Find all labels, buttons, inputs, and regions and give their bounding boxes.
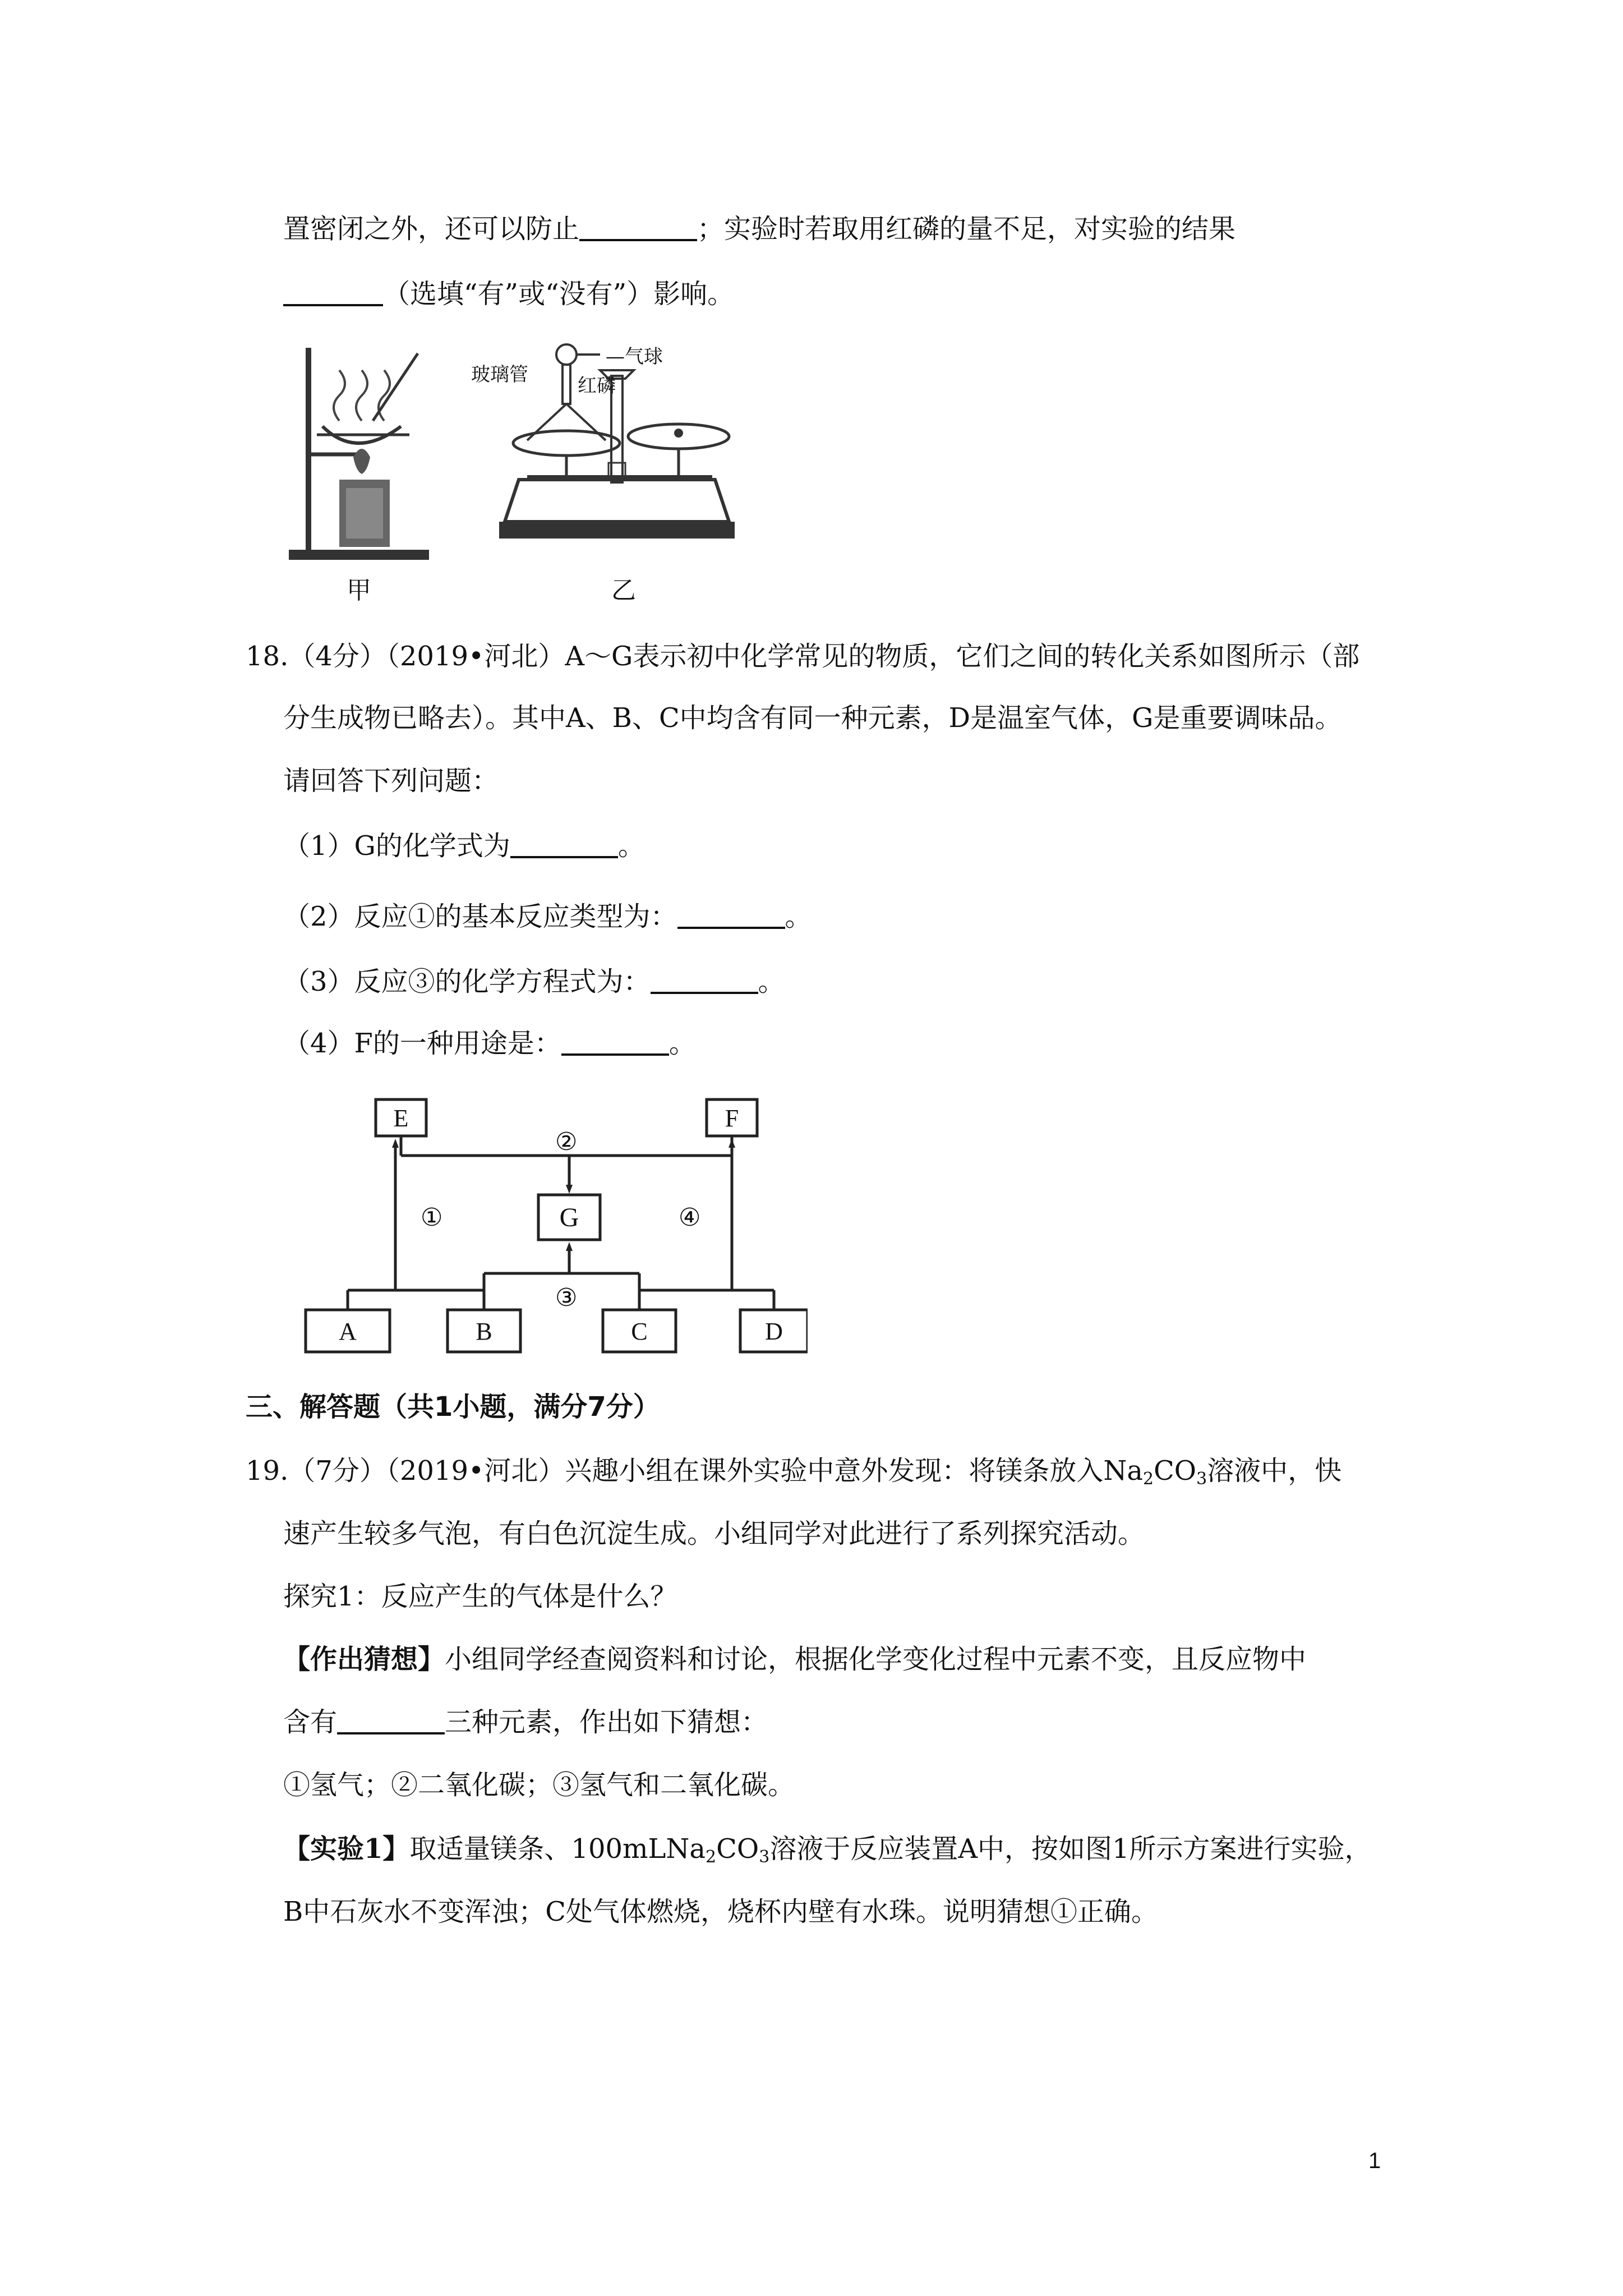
reaction-1-label: ① <box>421 1204 443 1231</box>
q19-line2: 速产生较多气泡，有白色沉淀生成。小组同学对此进行了系列探究活动。 <box>283 1518 1145 1549</box>
q17-text: ；实验时若取用红磷的量不足，对实验的结果 <box>697 213 1236 245</box>
node-F: F <box>725 1105 739 1132</box>
node-C: C <box>631 1318 648 1345</box>
node-A: A <box>339 1318 357 1345</box>
q17-line2 <box>283 277 734 311</box>
q18-line2: 分生成物已略去）。其中A、B、C中均含有同一种元素，D是温室气体，G是重要调味品。 <box>283 702 1342 734</box>
q19-line3: 探究1：反应产生的气体是什么？ <box>283 1581 677 1612</box>
q18-sub4: （4）F的一种用途是： 。 <box>283 1028 696 1059</box>
answer-blank[interactable] <box>579 214 697 241</box>
q19-line4: 【作出猜想】小组同学经查阅资料和讨论，根据化学变化过程中元素不变，且反应物中 <box>283 1644 1307 1675</box>
reaction-3-label: ③ <box>555 1284 578 1312</box>
label-balloon: —气球 <box>606 346 663 368</box>
q19-line7: 【实验1】取适量镁条、$100mLNa_2CO_3$溶液于反应装置A中，按如图1所示方案进行实验， <box>283 1833 1372 1867</box>
q18-line1: 18.（4分）（2019•河北）A～G表示初中化学常见的物质，它们之间的转化关系如图所示（部 <box>246 641 1360 672</box>
q17-text: （选填“有”或“没有”）影响。 <box>383 278 735 310</box>
q18-sub1: （1）G的化学式为 。 <box>283 830 645 862</box>
page-number: 1 <box>1368 2148 1381 2173</box>
q17-line1 <box>283 212 1235 246</box>
q18-conversion-diagram <box>292 1094 808 1363</box>
node-G: G <box>559 1203 579 1232</box>
answer-blank[interactable] <box>561 1029 669 1056</box>
label-red-phosphorus: 红磷 <box>578 375 616 397</box>
reaction-4-label: ④ <box>679 1204 701 1231</box>
q19-line1: 19.（7分）（2019•河北）兴趣小组在课外实验中意外发现：将镁条放入$Na_2CO_3$溶液中，快 <box>246 1455 1342 1489</box>
section-heading: 三、解答题（共1小题，满分7分） <box>246 1391 660 1423</box>
q19-line8: B中石灰水不变浑浊；C处气体燃烧，烧杯内壁有水珠。说明猜想①正确。 <box>283 1896 1159 1927</box>
label-glass-tube: 玻璃管 <box>471 364 528 386</box>
node-D: D <box>765 1318 783 1345</box>
answer-blank[interactable] <box>337 1708 445 1734</box>
q18-sub2: （2）反应①的基本反应类型为： 。 <box>283 901 812 932</box>
figure-jia-heating-apparatus <box>283 337 451 595</box>
q18-sub3: （3）反应③的化学方程式为： 。 <box>283 966 785 997</box>
answer-blank[interactable] <box>677 902 785 929</box>
answer-blank[interactable] <box>283 279 383 306</box>
reaction-2-label: ② <box>555 1128 578 1156</box>
q18-line3: 请回答下列问题： <box>283 765 499 797</box>
figure-label-yi: 乙 <box>611 576 636 605</box>
figure-yi-balance <box>494 337 740 561</box>
figure-label-jia: 甲 <box>347 576 371 605</box>
answer-blank[interactable] <box>510 831 618 858</box>
q17-text: 置密闭之外，还可以防止 <box>283 213 580 245</box>
node-E: E <box>393 1105 409 1132</box>
node-B: B <box>476 1318 492 1345</box>
q19-line5: 含有 三种元素，作出如下猜想： <box>283 1706 768 1738</box>
q19-line6: ①氢气；②二氧化碳；③氢气和二氧化碳。 <box>283 1769 795 1801</box>
answer-blank[interactable] <box>651 967 758 994</box>
